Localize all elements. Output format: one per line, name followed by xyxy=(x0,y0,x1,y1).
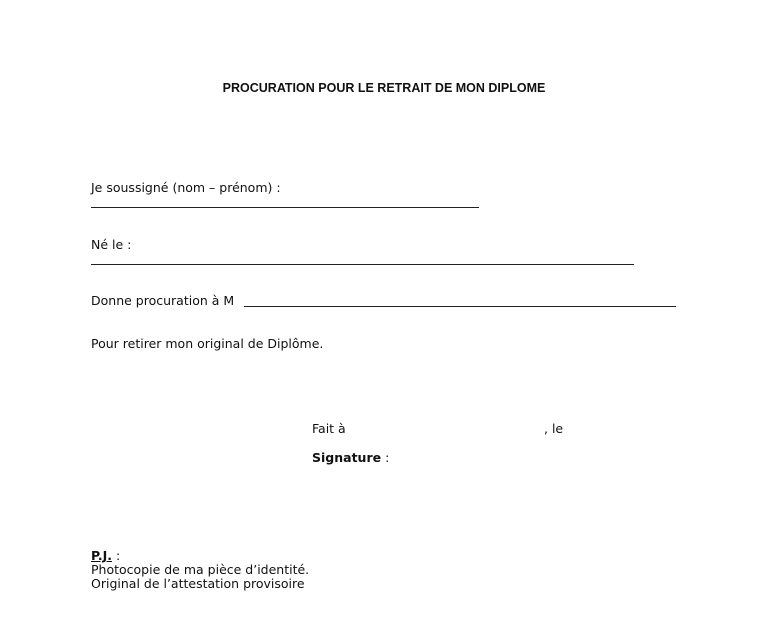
signature-colon: : xyxy=(381,450,390,465)
document-title: PROCURATION POUR LE RETRAIT DE MON DIPLOME xyxy=(222,81,546,95)
purpose-text: Pour retirer mon original de Diplôme. xyxy=(91,336,324,351)
signature-text: Signature xyxy=(312,450,382,465)
attachment-item: Photocopie de ma pièce d’identité. xyxy=(91,562,310,577)
pj-label: P.J. xyxy=(91,548,113,563)
procuration-blank-line[interactable] xyxy=(244,306,676,307)
ne-le-label: Né le : xyxy=(91,237,132,252)
ne-le-blank-line[interactable] xyxy=(91,264,634,265)
soussigne-label: Je soussigné (nom – prénom) : xyxy=(91,180,281,195)
attachment-item: Original de l’attestation provisoire xyxy=(91,576,305,591)
fait-a-label: Fait à xyxy=(312,421,346,436)
signature-label xyxy=(312,450,389,465)
soussigne-blank-line[interactable] xyxy=(91,207,479,208)
date-label: , le xyxy=(544,421,564,436)
procuration-label: Donne procuration à M xyxy=(91,293,235,308)
attachments-block xyxy=(91,549,309,591)
pj-colon: : xyxy=(112,548,121,563)
